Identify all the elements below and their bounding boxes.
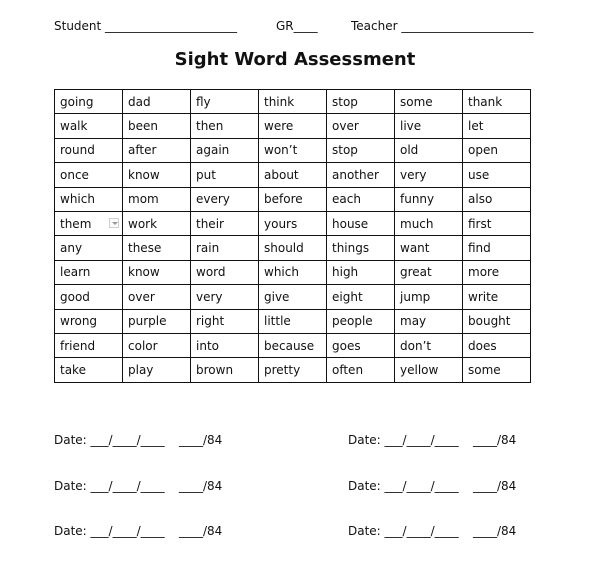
word-cell: their [191,211,259,235]
word-cell: take [55,358,123,382]
word-row [55,260,531,284]
word-cell: going [55,90,123,114]
word-cell: live [395,114,463,138]
word-cell: does [463,333,531,357]
word-row [55,236,531,260]
word-row [55,333,531,357]
word-cell: very [191,285,259,309]
score-line-right-1[interactable]: ____/84 [473,433,517,447]
word-cell: let [463,114,531,138]
word-cell: were [259,114,327,138]
word-cell: give [259,285,327,309]
word-cell: eight [327,285,395,309]
word-cell: which [55,187,123,211]
word-cell: old [395,138,463,162]
score-line-left-3[interactable]: ____/84 [179,524,223,538]
word-cell: purple [123,309,191,333]
date-line-left-1[interactable]: Date: ___/____/____ [54,433,165,447]
date-line-right-3[interactable]: Date: ___/____/____ [348,524,459,538]
word-cell: know [123,163,191,187]
word-cell: good [55,285,123,309]
word-row [55,90,531,114]
word-cell: play [123,358,191,382]
word-cell: friend [55,333,123,357]
word-cell: wrong [55,309,123,333]
word-cell: after [123,138,191,162]
word-cell: then [191,114,259,138]
word-row [55,187,531,211]
word-cell: rain [191,236,259,260]
word-cell: know [123,260,191,284]
word-cell: write [463,285,531,309]
word-cell: think [259,90,327,114]
word-cell: color [123,333,191,357]
word-cell: fly [191,90,259,114]
word-cell: funny [395,187,463,211]
word-cell: again [191,138,259,162]
word-cell: first [463,211,531,235]
word-cell: pretty [259,358,327,382]
word-cell: them [55,211,123,235]
word-cell: jump [395,285,463,309]
word-cell: much [395,211,463,235]
word-cell: before [259,187,327,211]
word-cell: thank [463,90,531,114]
score-line-left-2[interactable]: ____/84 [179,479,223,493]
word-cell: little [259,309,327,333]
word-cell: every [191,187,259,211]
word-cell: right [191,309,259,333]
word-cell: people [327,309,395,333]
word-row [55,114,531,138]
student-field[interactable]: Student ______________________ [54,19,238,33]
grade-field[interactable]: GR____ [276,19,318,33]
word-cell: brown [191,358,259,382]
word-cell: stop [327,90,395,114]
date-line-left-2[interactable]: Date: ___/____/____ [54,479,165,493]
date-line-right-2[interactable]: Date: ___/____/____ [348,479,459,493]
word-cell: any [55,236,123,260]
word-cell: mom [123,187,191,211]
word-cell: some [463,358,531,382]
word-cell: house [327,211,395,235]
word-cell: often [327,358,395,382]
word-cell: stop [327,138,395,162]
word-row [55,358,531,382]
word-cell: these [123,236,191,260]
word-cell: each [327,187,395,211]
word-cell: things [327,236,395,260]
word-cell: more [463,260,531,284]
word-cell: also [463,187,531,211]
word-cell: yellow [395,358,463,382]
word-cell: over [123,285,191,309]
page-title: Sight Word Assessment [174,49,416,70]
date-line-left-3[interactable]: Date: ___/____/____ [54,524,165,538]
score-line-right-2[interactable]: ____/84 [473,479,517,493]
date-line-right-1[interactable]: Date: ___/____/____ [348,433,459,447]
word-cell: another [327,163,395,187]
word-cell: once [55,163,123,187]
word-cell: yours [259,211,327,235]
word-cell: want [395,236,463,260]
word-cell: over [327,114,395,138]
word-cell: high [327,260,395,284]
word-cell: great [395,260,463,284]
word-cell: find [463,236,531,260]
word-cell: into [191,333,259,357]
word-cell: word [191,260,259,284]
word-cell: goes [327,333,395,357]
word-cell: learn [55,260,123,284]
word-row [55,309,531,333]
word-row [55,138,531,162]
word-cell: use [463,163,531,187]
word-cell: been [123,114,191,138]
word-cell: put [191,163,259,187]
word-cell: may [395,309,463,333]
word-cell: don’t [395,333,463,357]
word-cell: dad [123,90,191,114]
word-cell: some [395,90,463,114]
word-cell: which [259,260,327,284]
word-cell: bought [463,309,531,333]
word-cell: about [259,163,327,187]
word-row [55,163,531,187]
score-line-left-1[interactable]: ____/84 [179,433,223,447]
word-row [55,285,531,309]
word-row [55,211,531,235]
sight-word-grid [54,89,531,383]
word-cell: very [395,163,463,187]
dropdown-arrow-icon[interactable] [109,218,119,228]
word-cell: work [123,211,191,235]
word-cell: walk [55,114,123,138]
score-line-right-3[interactable]: ____/84 [473,524,517,538]
word-cell: won’t [259,138,327,162]
word-cell: round [55,138,123,162]
word-cell: open [463,138,531,162]
teacher-field[interactable]: Teacher ______________________ [351,19,534,33]
word-cell: because [259,333,327,357]
word-cell: should [259,236,327,260]
